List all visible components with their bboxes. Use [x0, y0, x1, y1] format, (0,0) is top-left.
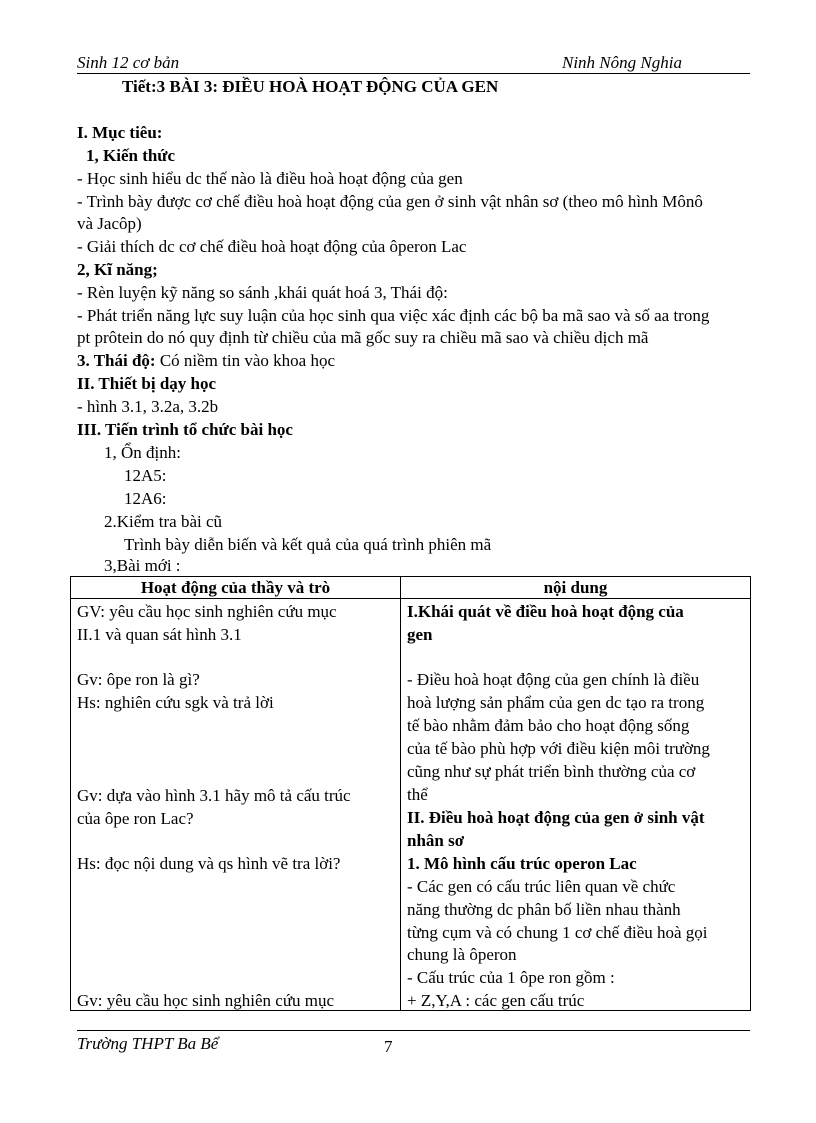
- class-12a6: 12A6:: [124, 489, 167, 508]
- lesson-table: [70, 576, 751, 1011]
- activity-line: Hs: đọc nội dung và qs hình vẽ tra lời?: [77, 854, 341, 873]
- content-line: - Cấu trúc của 1 ôpe ron gồm :: [407, 968, 615, 987]
- content-line: thể: [407, 785, 428, 804]
- class-12a5: 12A5:: [124, 466, 167, 485]
- activity-line: Hs: nghiên cứu sgk và trả lời: [77, 693, 274, 712]
- content-heading: nhân sơ: [407, 831, 465, 850]
- kt-line: - Giải thích dc cơ chế điều hoà hoạt động của ôperon Lac: [77, 237, 467, 256]
- activities-cell: [71, 599, 401, 1011]
- footer-school: Trường THPT Ba Bể: [77, 1034, 219, 1053]
- footer-rule: [77, 1030, 750, 1031]
- header-right: Ninh Nông Nghia: [562, 53, 682, 72]
- activity-line: Gv: yêu cầu học sinh nghiên cứu mục: [77, 991, 335, 1010]
- activity-line: Gv: ôpe ron là gì?: [77, 670, 200, 689]
- kn-line: - Rèn luyện kỹ năng so sánh ,khái quát hoá 3, Thái độ:: [77, 283, 448, 302]
- kt-line: - Học sinh hiểu dc thế nào là điều hoà hoạt động của gen: [77, 169, 463, 188]
- kt-line: - Trình bày được cơ chế điều hoà hoạt động của gen ở sinh vật nhân sơ (theo mô hình Mônô: [77, 192, 703, 211]
- kiem-tra-question: Trình bày diễn biến và kết quả của quá trình phiên mã: [124, 535, 492, 554]
- content-line: của tế bào phù hợp với điều kiện môi trường: [407, 739, 710, 758]
- kiem-tra: 2.Kiểm tra bài cũ: [104, 512, 223, 531]
- content-line: + Z,Y,A : các gen cấu trúc: [407, 991, 585, 1010]
- col-header-content: nội dung: [401, 577, 751, 599]
- heading-kien-thuc: 1, Kiến thức: [86, 146, 176, 165]
- activity-line: GV: yêu cầu học sinh nghiên cứu mục: [77, 602, 337, 621]
- bai-moi: 3,Bài mới :: [104, 556, 181, 575]
- page-title: Tiết:3 BÀI 3: ĐIỀU HOÀ HOẠT ĐỘNG CỦA GEN: [122, 77, 499, 96]
- activity-line: Gv: dựa vào hình 3.1 hãy mô tả cấu trúc: [77, 786, 351, 805]
- content-line: chung là ôperon: [407, 945, 517, 964]
- col-header-activities: Hoạt động của thầy và trò: [71, 577, 401, 599]
- content-line: cũng như sự phát triển bình thường của cơ: [407, 762, 696, 781]
- content-heading: 1. Mô hình cấu trúc operon Lac: [407, 854, 637, 873]
- activity-line: của ôpe ron Lac?: [77, 809, 194, 828]
- thiet-bi-line: - hình 3.1, 3.2a, 3.2b: [77, 397, 219, 416]
- on-dinh: 1, Ổn định:: [104, 443, 181, 462]
- header-rule: [77, 73, 750, 74]
- content-line: - Các gen có cấu trúc liên quan về chức: [407, 877, 676, 896]
- thai-do-label: 3. Thái độ:: [77, 351, 156, 370]
- content-heading: II. Điều hoà hoạt động của gen ở sinh vật: [407, 808, 705, 827]
- activity-line: II.1 và quan sát hình 3.1: [77, 625, 242, 644]
- content-line: từng cụm và có chung 1 cơ chế điều hoà gọi: [407, 923, 708, 942]
- kt-line: và Jacôp): [77, 214, 142, 233]
- content-line: năng thường dc phân bố liền nhau thành: [407, 900, 681, 919]
- content-heading: I.Khái quát về điều hoà hoạt động của: [407, 602, 684, 621]
- content-line: tế bào nhằm đảm bảo cho hoạt động sống: [407, 716, 690, 735]
- page-number: 7: [384, 1037, 393, 1056]
- heading-ki-nang: 2, Kĩ năng;: [77, 260, 158, 279]
- kn-line: pt prôtein do nó quy định từ chiều của mã gốc suy ra chiều mã sao và chiều dịch mã: [77, 328, 649, 347]
- content-cell: [401, 599, 751, 1011]
- kn-line: - Phát triển năng lực suy luận của học sinh qua việc xác định các bộ ba mã sao và số aa trong: [77, 306, 710, 325]
- thai-do-text: Có niềm tin vào khoa học: [155, 351, 335, 370]
- content-line: hoà lượng sản phẩm của gen dc tạo ra trong: [407, 693, 705, 712]
- content-heading: gen: [407, 625, 433, 644]
- section-muc-tieu: I. Mục tiêu:: [77, 123, 163, 142]
- section-thiet-bi: II. Thiết bị dạy học: [77, 374, 217, 393]
- section-tien-trinh: III. Tiến trình tổ chức bài học: [77, 420, 293, 439]
- thai-do: [77, 350, 335, 372]
- content-line: - Điều hoà hoạt động của gen chính là điều: [407, 670, 700, 689]
- header-left: Sinh 12 cơ bản: [77, 53, 180, 72]
